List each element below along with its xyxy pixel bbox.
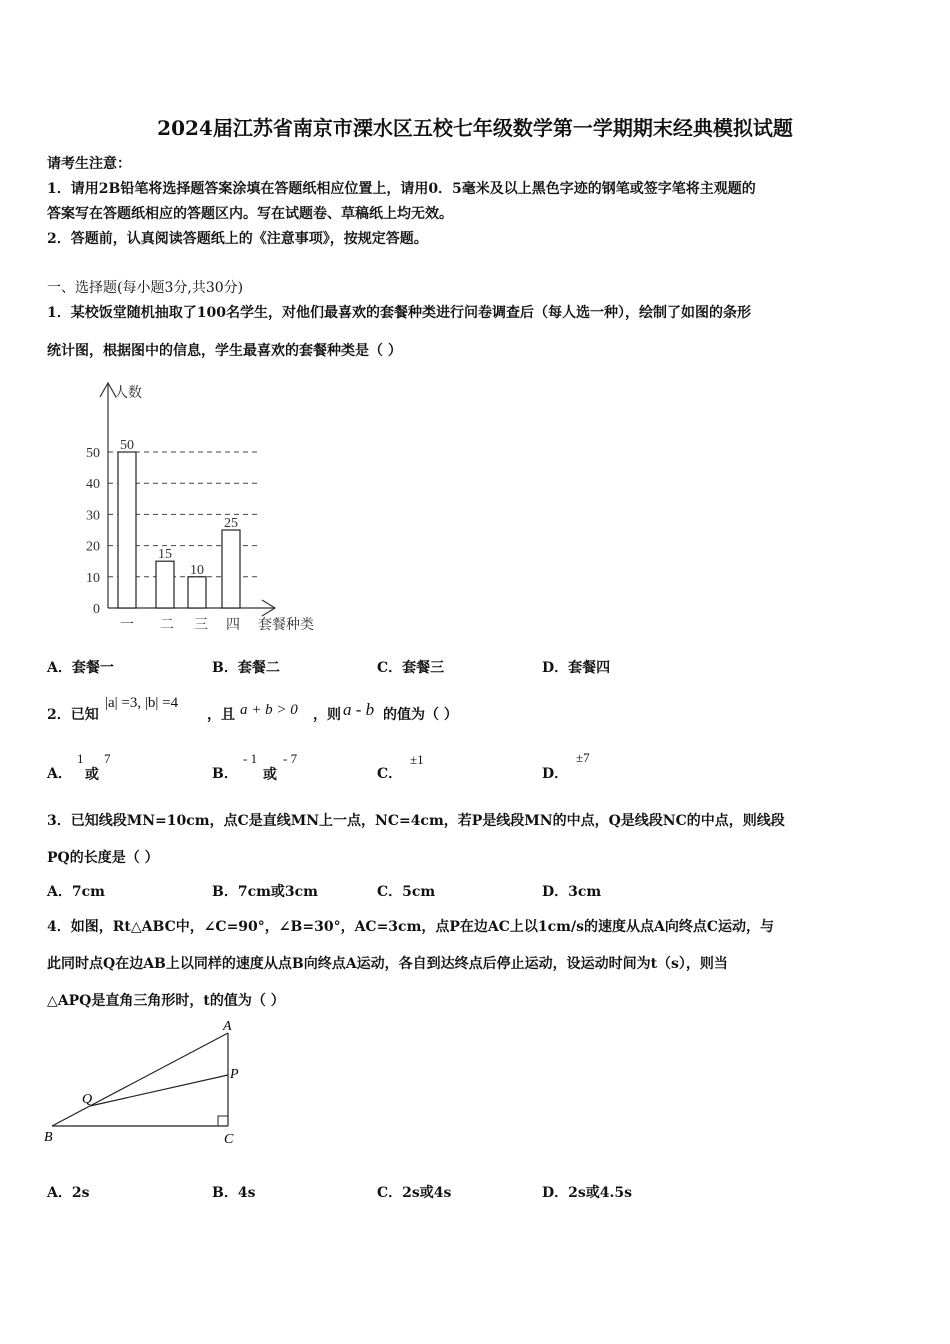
q2-condition-1: |a| =3, |b| =4 xyxy=(105,695,179,711)
q2-option-b-v1: - 1 xyxy=(243,751,258,766)
notice-heading: 请考生注意： xyxy=(47,156,131,172)
y-tick-label: 40 xyxy=(86,477,100,493)
q1-bar-chart xyxy=(70,375,340,635)
notice-line-1b: 答案写在答题纸相应的答题区内。写在试题卷、草稿纸上均无效。 xyxy=(47,206,453,222)
segment-qp xyxy=(90,1075,228,1106)
x-category-label: 二 xyxy=(160,618,174,633)
q2-option-c-value: ±1 xyxy=(410,752,424,767)
q2-option-d-label: D． xyxy=(542,766,569,782)
q2-option-d[interactable] xyxy=(542,763,568,783)
q2-option-c[interactable] xyxy=(377,763,402,783)
bar-value-label: 15 xyxy=(158,547,172,563)
q3-option-b[interactable]: B．7cm或3cm xyxy=(212,884,318,900)
q2-option-b-label: B． xyxy=(212,766,238,782)
q2-option-a-or: 或 xyxy=(85,767,99,783)
q2-option-b-v2: - 7 xyxy=(283,751,298,766)
q3-line-1: 3．已知线段MN=10cm，点C是直线MN上一点，NC=4cm，若P是线段MN的中点，Q是线段NC的中点，则线段 xyxy=(47,813,785,829)
q3-option-c[interactable]: C．5cm xyxy=(377,884,436,900)
right-angle-mark xyxy=(218,1116,228,1126)
label-a: A xyxy=(223,1019,232,1034)
q1-line-1: 1．某校饭堂随机抽取了100名学生，对他们最喜欢的套餐种类进行问卷调查后（每人选一种），绘制了如图的条形 xyxy=(47,305,751,321)
q2-suffix: 的值为（ ） xyxy=(383,707,458,723)
q4-option-a[interactable]: A．2s xyxy=(47,1185,90,1201)
q4-triangle-diagram xyxy=(40,1015,260,1150)
q1-option-d[interactable]: D．套餐四 xyxy=(542,660,611,676)
q2-option-a[interactable] xyxy=(47,763,72,783)
q3-line-2: PQ的长度是（ ） xyxy=(47,850,159,866)
q1-line-2: 统计图，根据图中的信息，学生最喜欢的套餐种类是（ ） xyxy=(47,343,402,359)
q4-line-2: 此同时点Q在边AB上以同样的速度从点B向终点A运动，各自到达终点后停止运动，设运动时间为t（s），则当 xyxy=(47,956,728,972)
q4-line-1: 4．如图，Rt△ABC中，∠C=90°，∠B=30°，AC=3cm，点P在边AC上以1cm/s的速度从点A向终点C运动，与 xyxy=(47,919,774,935)
x-category-label: 三 xyxy=(194,618,208,633)
bar-value-label: 25 xyxy=(224,516,238,531)
y-tick-label: 30 xyxy=(86,508,100,524)
y-tick-label: 20 xyxy=(86,539,100,555)
q1-option-c[interactable]: C．套餐三 xyxy=(377,660,445,676)
bar-2 xyxy=(156,561,174,608)
notice-line-1: 1．请用2B铅笔将选择题答案涂填在答题纸相应位置上，请用0．5毫米及以上黑色字迹的钢笔或签字笔将主观题的 xyxy=(47,181,756,197)
bar-4 xyxy=(222,530,240,608)
q4-option-c[interactable]: C．2s或4s xyxy=(377,1185,452,1201)
label-c: C xyxy=(224,1132,234,1147)
bar-3 xyxy=(188,577,206,608)
q2-option-a-v2: 7 xyxy=(104,751,111,766)
bar-1 xyxy=(118,452,136,608)
q2-condition-2: a + b > 0 xyxy=(240,702,298,718)
q2-mid: ，且 xyxy=(207,707,235,723)
x-category-label: 一 xyxy=(120,618,134,633)
q4-option-b[interactable]: B．4s xyxy=(212,1185,256,1201)
q4-line-3: △APQ是直角三角形时，t的值为（ ） xyxy=(47,993,285,1009)
q2-option-b-or: 或 xyxy=(263,767,277,783)
y-tick-label: 50 xyxy=(86,446,100,461)
label-q: Q xyxy=(82,1092,93,1107)
q4-option-d[interactable]: D．2s或4.5s xyxy=(542,1185,633,1201)
q2-option-b[interactable] xyxy=(212,763,238,783)
x-axis-label: 套餐种类 xyxy=(258,618,314,633)
q1-option-a[interactable]: A．套餐一 xyxy=(47,660,114,676)
q1-option-b[interactable]: B．套餐二 xyxy=(212,660,280,676)
label-p: P xyxy=(230,1067,239,1082)
q2-prefix: 2．已知 xyxy=(47,707,99,723)
q3-option-a[interactable]: A．7cm xyxy=(47,884,105,900)
q2-option-d-value: ±7 xyxy=(576,750,590,765)
side-ba xyxy=(52,1033,228,1126)
x-category-label: 四 xyxy=(226,618,240,633)
y-tick-label: 10 xyxy=(86,570,100,586)
page-title: 2024届江苏省南京市溧水区五校七年级数学第一学期期末经典模拟试题 xyxy=(157,116,793,140)
q2-mid-2: ，则 xyxy=(313,707,341,723)
q2-option-c-label: C． xyxy=(377,766,403,782)
section-heading: 一、选择题(每小题3分,共30分) xyxy=(47,280,244,296)
label-b: B xyxy=(44,1130,53,1145)
q2-option-a-v1: 1 xyxy=(77,751,84,766)
bar-value-label: 50 xyxy=(120,438,134,453)
q2-option-a-label: A． xyxy=(47,766,72,782)
q2-expression: a - b xyxy=(343,700,375,719)
y-axis-label: 人数 xyxy=(114,386,142,401)
q3-option-d[interactable]: D．3cm xyxy=(542,884,602,900)
y-tick-label: 0 xyxy=(93,602,100,617)
notice-line-2: 2．答题前，认真阅读答题纸上的《注意事项》，按规定答题。 xyxy=(47,231,428,247)
bar-value-label: 10 xyxy=(190,562,204,578)
